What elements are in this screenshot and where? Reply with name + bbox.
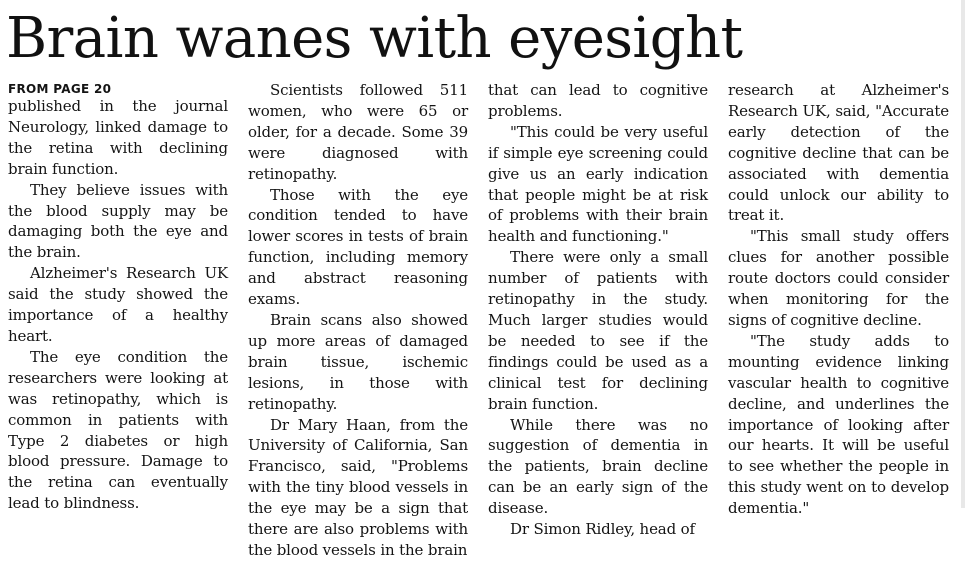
paragraph: Dr Mary Haan, from the University of California, San Francisco, said, "Problems with the tiny blood vessels in the eye may be a sign that there are also problems with the blood vessels in the brain xyxy=(248,415,468,559)
paragraph: There were only a small number of patients with retinopathy in the study. Much larger studies would be needed to see if the findings could be used as a clinical test for declining brain function. xyxy=(488,248,708,413)
paragraph: Alzheimer's Research UK said the study showed the importance of a healthy heart. xyxy=(8,264,228,345)
paragraph: "This small study offers clues for another possible route doctors could consider when monitoring for the signs of cognitive decline. xyxy=(728,227,949,329)
page-edge xyxy=(961,0,965,508)
paragraph: "The study adds to mounting evidence linking vascular health to cognitive decline, and underlines the importance of looking after our hearts. It will be useful to see whether the people in this study went on to develop dementia." xyxy=(728,331,949,518)
paragraph: Dr Simon Ridley, head of xyxy=(510,520,695,539)
article-column-2 xyxy=(248,80,468,561)
paragraph: published in the journal Neurology, linked damage to the retina with declining brain function. xyxy=(8,97,228,178)
paragraph: "This could be very useful if simple eye screening could give us an early indication that people might be at risk of problems with their brain health and functioning." xyxy=(488,122,708,246)
paragraph: research at Alzheimer's Research UK, said, "Accurate early detection of the cognitive decline that can be associated with dementia could unlock our ability to treat it. xyxy=(728,81,949,225)
paragraph: The eye condition the researchers were looking at was retinopathy, which is common in patients with Type 2 diabetes or high blood pressure. Damage to the retina can eventually lead to blindness. xyxy=(8,347,228,513)
article-column-3 xyxy=(488,80,708,540)
paragraph: Scientists followed 511 women, who were 65 or older, for a decade. Some 39 were diagnosed with retinopathy. xyxy=(248,81,468,183)
article-column-1 xyxy=(8,80,228,514)
paragraph: Those with the eye condition tended to have lower scores in tests of brain function, including memory and abstract reasoning exams. xyxy=(248,185,468,309)
article-column-4 xyxy=(728,80,949,519)
article-headline: Brain wanes with eyesight xyxy=(6,6,743,71)
continued-from-label: FROM PAGE 20 xyxy=(8,82,112,96)
paragraph: While there was no suggestion of dementia in the patients, brain decline can be an early sign of the disease. xyxy=(488,415,708,518)
paragraph: Brain scans also showed up more areas of damaged brain tissue, ischemic lesions, in those with retinopathy. xyxy=(248,310,468,413)
paragraph: that can lead to cognitive problems. xyxy=(488,81,708,120)
paragraph: They believe issues with the blood supply may be damaging both the eye and the brain. xyxy=(8,180,228,262)
